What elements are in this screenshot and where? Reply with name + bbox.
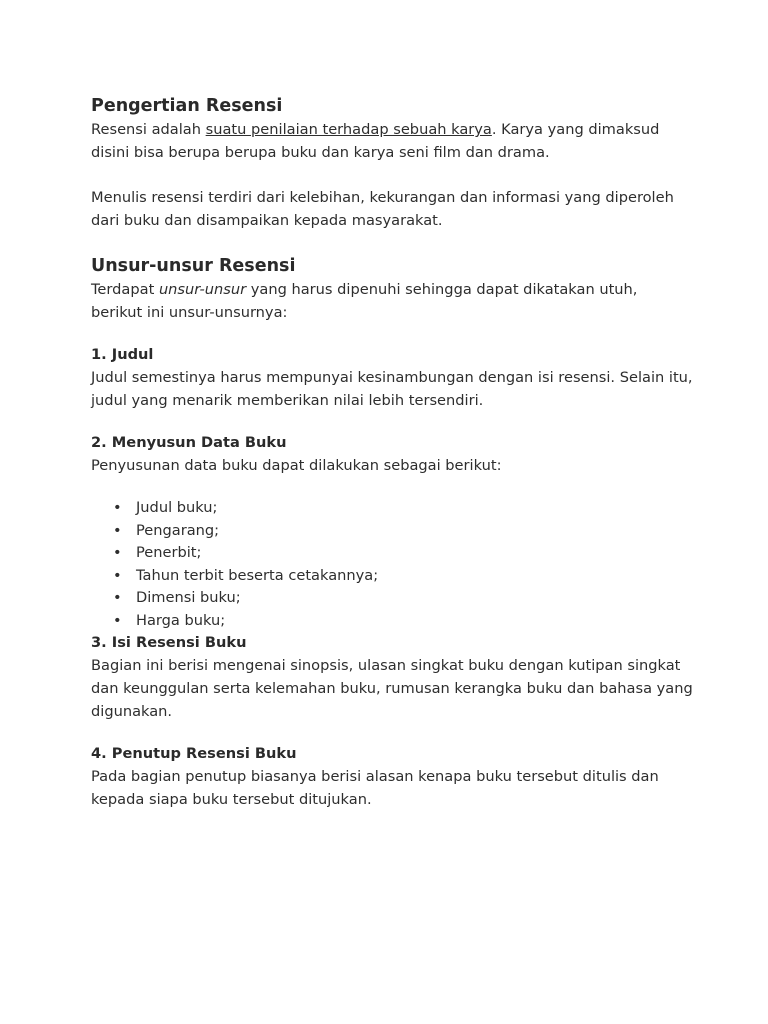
- list-item: [113, 587, 701, 610]
- text-line2: disini bisa berupa berupa buku dan karya seni film dan drama.: [91, 144, 550, 161]
- paragraph-unsur-intro: [91, 278, 701, 324]
- bullet-icon: •: [113, 499, 122, 516]
- underlined-definition: suatu penilaian terhadap sebuah karya: [205, 121, 492, 138]
- heading-pengertian-resensi: Pengertian Resensi: [91, 96, 283, 116]
- text-line2: judul yang menarik memberikan nilai lebih tersendiri.: [91, 392, 484, 409]
- bullet-icon: •: [113, 566, 122, 584]
- bullet-icon: •: [113, 544, 122, 561]
- list-item: [113, 497, 701, 520]
- list-item-text: Harga buku;: [136, 611, 226, 629]
- list-item-text: Dimensi buku;: [136, 589, 241, 606]
- paragraph-penutup: [91, 765, 701, 811]
- list-item-text: Judul buku;: [136, 499, 218, 516]
- italic-unsur-unsur: unsur-unsur: [158, 281, 247, 298]
- text-line1: Pada bagian penutup biasanya berisi alasan kenapa buku tersebut ditulis dan: [91, 768, 659, 785]
- bullet-icon: •: [113, 611, 122, 629]
- text-line2: dari buku dan disampaikan kepada masyarakat.: [91, 212, 443, 229]
- text-line2: berikut ini unsur-unsurnya:: [91, 304, 288, 321]
- heading-penutup-resensi-buku: 4. Penutup Resensi Buku: [91, 745, 297, 762]
- text-post: . Karya yang dimaksud: [491, 121, 660, 138]
- text-line1: Menulis resensi terdiri dari kelebihan, kekurangan dan informasi yang diperoleh: [91, 189, 674, 206]
- bullet-icon: •: [113, 521, 122, 539]
- document-content: [91, 94, 701, 811]
- paragraph-isi: [91, 654, 701, 723]
- list-item: [113, 520, 701, 543]
- list-item-text: Pengarang;: [136, 521, 220, 539]
- heading-isi-resensi-buku: 3. Isi Resensi Buku: [91, 634, 247, 651]
- paragraph-data-buku: Penyusunan data buku dapat dilakukan sebagai berikut:: [91, 457, 502, 474]
- text-line1: Bagian ini berisi mengenai sinopsis, ulasan singkat buku dengan kutipan singkat: [91, 657, 681, 674]
- text-post: yang harus dipenuhi sehingga dapat dikatakan utuh,: [246, 281, 638, 298]
- heading-judul: 1. Judul: [91, 346, 154, 363]
- list-item: [113, 610, 701, 633]
- data-buku-list: [91, 497, 701, 632]
- text-line2: kepada siapa buku tersebut ditujukan.: [91, 791, 372, 808]
- list-item: [113, 542, 701, 565]
- paragraph-pengertian-1: [91, 118, 701, 164]
- list-item-text: Penerbit;: [136, 544, 202, 561]
- heading-menyusun-data-buku: 2. Menyusun Data Buku: [91, 434, 287, 451]
- paragraph-judul: [91, 366, 701, 412]
- text-line2: dan keunggulan serta kelemahan buku, rumusan kerangka buku dan bahasa yang: [91, 680, 693, 697]
- list-item: [113, 565, 701, 588]
- bullet-icon: •: [113, 589, 122, 606]
- heading-unsur-unsur-resensi: Unsur-unsur Resensi: [91, 256, 296, 276]
- text-line1: Judul semestinya harus mempunyai kesinambungan dengan isi resensi. Selain itu,: [91, 369, 693, 386]
- text-line3: digunakan.: [91, 703, 173, 720]
- text-pre: Resensi adalah: [91, 121, 206, 138]
- list-item-text: Tahun terbit beserta cetakannya;: [136, 566, 379, 584]
- text-pre: Terdapat: [91, 281, 159, 298]
- paragraph-pengertian-2: [91, 186, 701, 232]
